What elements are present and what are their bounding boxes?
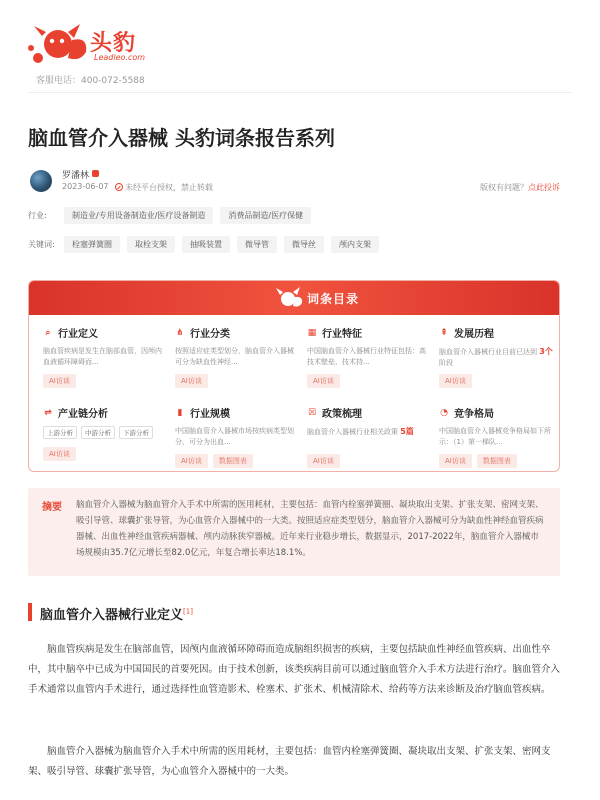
catalog-item-policy[interactable] <box>307 405 427 468</box>
catalog-item-title: 行业特征 <box>322 329 362 340</box>
keyword-tag[interactable]: 栓塞弹簧圈 <box>64 236 120 253</box>
keyword-tag[interactable]: 颅内支架 <box>331 236 379 253</box>
catalog-item-title: 行业规模 <box>190 409 230 420</box>
catalog-header <box>29 281 559 315</box>
ai-interview-button[interactable]: AI访谈 <box>439 374 472 388</box>
publish-date: 2023-06-07 <box>62 182 109 191</box>
brand-domain: Leadleo.com <box>94 53 146 62</box>
magnifier-icon: ⌕ <box>45 327 51 338</box>
rights-question: 版权有问题？ <box>480 183 528 192</box>
chain-icon: ⇌ <box>44 407 52 418</box>
author-name[interactable]: 罗潘林 <box>62 171 90 181</box>
keyword-tag[interactable]: 微导管 <box>237 236 277 253</box>
pie-icon: ◔ <box>440 407 448 418</box>
catalog-item-title: 竞争格局 <box>454 409 494 420</box>
copyright-report <box>480 182 560 193</box>
ai-interview-button[interactable]: AI访谈 <box>439 454 472 468</box>
ai-interview-button[interactable]: AI访谈 <box>43 374 76 388</box>
catalog-title: 词条目录 <box>307 292 360 306</box>
page-title: 脑血管介入器械 头豹词条报告系列 <box>28 126 335 150</box>
ai-interview-button[interactable]: AI访谈 <box>307 374 340 388</box>
keyword-tag[interactable]: 取栓支架 <box>127 236 175 253</box>
industry-label: 行业: <box>28 211 47 220</box>
abstract-box <box>28 488 560 576</box>
timeline-icon: ⇞ <box>440 327 448 338</box>
section-title: 脑血管介入器械行业定义[1] <box>40 607 193 623</box>
catalog-item-desc: 脑血管介入器械行业相关政策 5篇 <box>307 427 414 436</box>
data-chart-button[interactable]: 数据图表 <box>477 454 517 468</box>
abstract-label: 摘要 <box>42 502 62 513</box>
catalog-item-desc: 按照适应症类型划分，脑血管介入器械可分为缺血性神经... <box>175 347 294 366</box>
data-chart-button[interactable]: 数据图表 <box>213 454 253 468</box>
author-row <box>62 168 99 181</box>
industry-tag[interactable]: 消费品制造/医疗保健 <box>220 207 311 224</box>
keywords-row <box>28 236 386 253</box>
avatar[interactable] <box>30 170 52 192</box>
bar-chart-icon: ▮ <box>177 407 183 418</box>
catalog-item-desc: 中国脑血管介入器械竞争格局如下所示：（1）第一梯队... <box>439 427 551 446</box>
catalog-item-features[interactable] <box>307 325 427 388</box>
ai-interview-button[interactable]: AI访谈 <box>43 447 76 461</box>
catalog-item-desc: 脑血管介入器械行业目前已达到 3个阶段 <box>439 347 553 367</box>
forbidden-icon <box>115 183 123 191</box>
catalog-item-title: 发展历程 <box>454 329 494 340</box>
catalog-item-definition[interactable] <box>43 325 163 388</box>
industry-row <box>28 207 318 224</box>
leopard-mark-icon <box>274 285 304 311</box>
keyword-tag[interactable]: 抽吸装置 <box>182 236 230 253</box>
notice-text: 未经平台授权，禁止转载 <box>125 183 213 192</box>
catalog-item-history[interactable] <box>439 325 559 388</box>
brand-name: 头豹 <box>90 31 137 56</box>
catalog-item-desc: 中国脑血管介入器械市场按疾病类型划分，可分为出血... <box>175 427 294 446</box>
abstract-text: 脑血管介入器械为脑血管介入手术中所需的医用耗材，主要包括：血管内栓塞弹簧圈、凝块取出支架、扩张支架、密网支架、吸引导管、球囊扩张导管，为心血管介入器械中的一大类。按照适应症类型划分，脑血管介入器械可分为缺血性神经血管疾病器械、出血性神经血管疾病器械、颅内动脉狭窄器械。近年来行业稳步增长，数据显示，2017-2022年，脑血管介入器械市场规模由35.7亿元增长至82.0亿元，年复合增长率达18.1%。 <box>76 500 544 558</box>
midstream-chip[interactable]: 中游分析 <box>81 426 115 439</box>
body-paragraph: 脑血管疾病是发生在脑部血管，因颅内血液循环障碍而造成脑组织损害的疾病，主要包括缺血性神经血管疾病、出血性卒中，其中脑卒中已成为中国国民的首要死因。由于技术创新，该类疾病目前可以通过脑血管介入手术方法进行治疗。脑血管介入手术通常以血管内手术进行，通过选择性血管造影术、栓塞术、扩张术、机械清除术、给药等方法来诊断及治疗脑血管疾病。 <box>28 644 561 695</box>
downstream-chip[interactable]: 下游分析 <box>119 426 153 439</box>
catalog-item-title: 行业分类 <box>190 329 230 340</box>
ai-interview-button[interactable]: AI访谈 <box>307 454 340 468</box>
catalog-item-title: 产业链分析 <box>58 409 108 420</box>
header-divider <box>28 92 572 93</box>
catalog-card <box>28 280 560 472</box>
report-link[interactable]: 点此投诉 <box>528 183 560 192</box>
industry-tag[interactable]: 制造业/专用设备制造业/医疗设备制造 <box>64 207 213 224</box>
section-accent-bar <box>28 603 32 621</box>
grid-icon: ▦ <box>307 327 317 338</box>
catalog-item-market-size[interactable] <box>175 405 295 468</box>
upstream-chip[interactable]: 上游分析 <box>43 426 77 439</box>
hotline-text: 客服电话：400-072-5588 <box>36 76 145 86</box>
policy-icon: ☒ <box>307 407 317 418</box>
catalog-item-classification[interactable] <box>175 325 295 388</box>
catalog-item-competition[interactable] <box>439 405 559 468</box>
copyright-notice <box>115 182 213 193</box>
keyword-tag[interactable]: 微导丝 <box>284 236 324 253</box>
catalog-item-desc: 中国脑血管介入器械行业特征包括：高技术壁垒、技术持... <box>307 347 426 366</box>
ai-interview-button[interactable]: AI访谈 <box>175 374 208 388</box>
citation-ref[interactable]: [1] <box>183 607 193 616</box>
catalog-item-title: 政策梳理 <box>322 409 362 420</box>
catalog-item-desc: 脑血管疾病是发生在脑部血管，因颅内血液循环障碍而... <box>43 347 162 366</box>
author-badge-icon <box>92 170 99 177</box>
catalog-item-value-chain[interactable] <box>43 405 163 461</box>
tree-icon: ⋔ <box>176 327 184 338</box>
keywords-label: 关键词: <box>28 240 55 249</box>
body-paragraph: 脑血管介入器械为脑血管介入手术中所需的医用耗材，主要包括：血管内栓塞弹簧圈、凝块取出支架、扩张支架、密网支架、吸引导管、球囊扩张导管，为心血管介入器械中的一大类。 <box>28 746 551 777</box>
ai-interview-button[interactable]: AI访谈 <box>175 454 208 468</box>
catalog-item-title: 行业定义 <box>58 329 98 340</box>
